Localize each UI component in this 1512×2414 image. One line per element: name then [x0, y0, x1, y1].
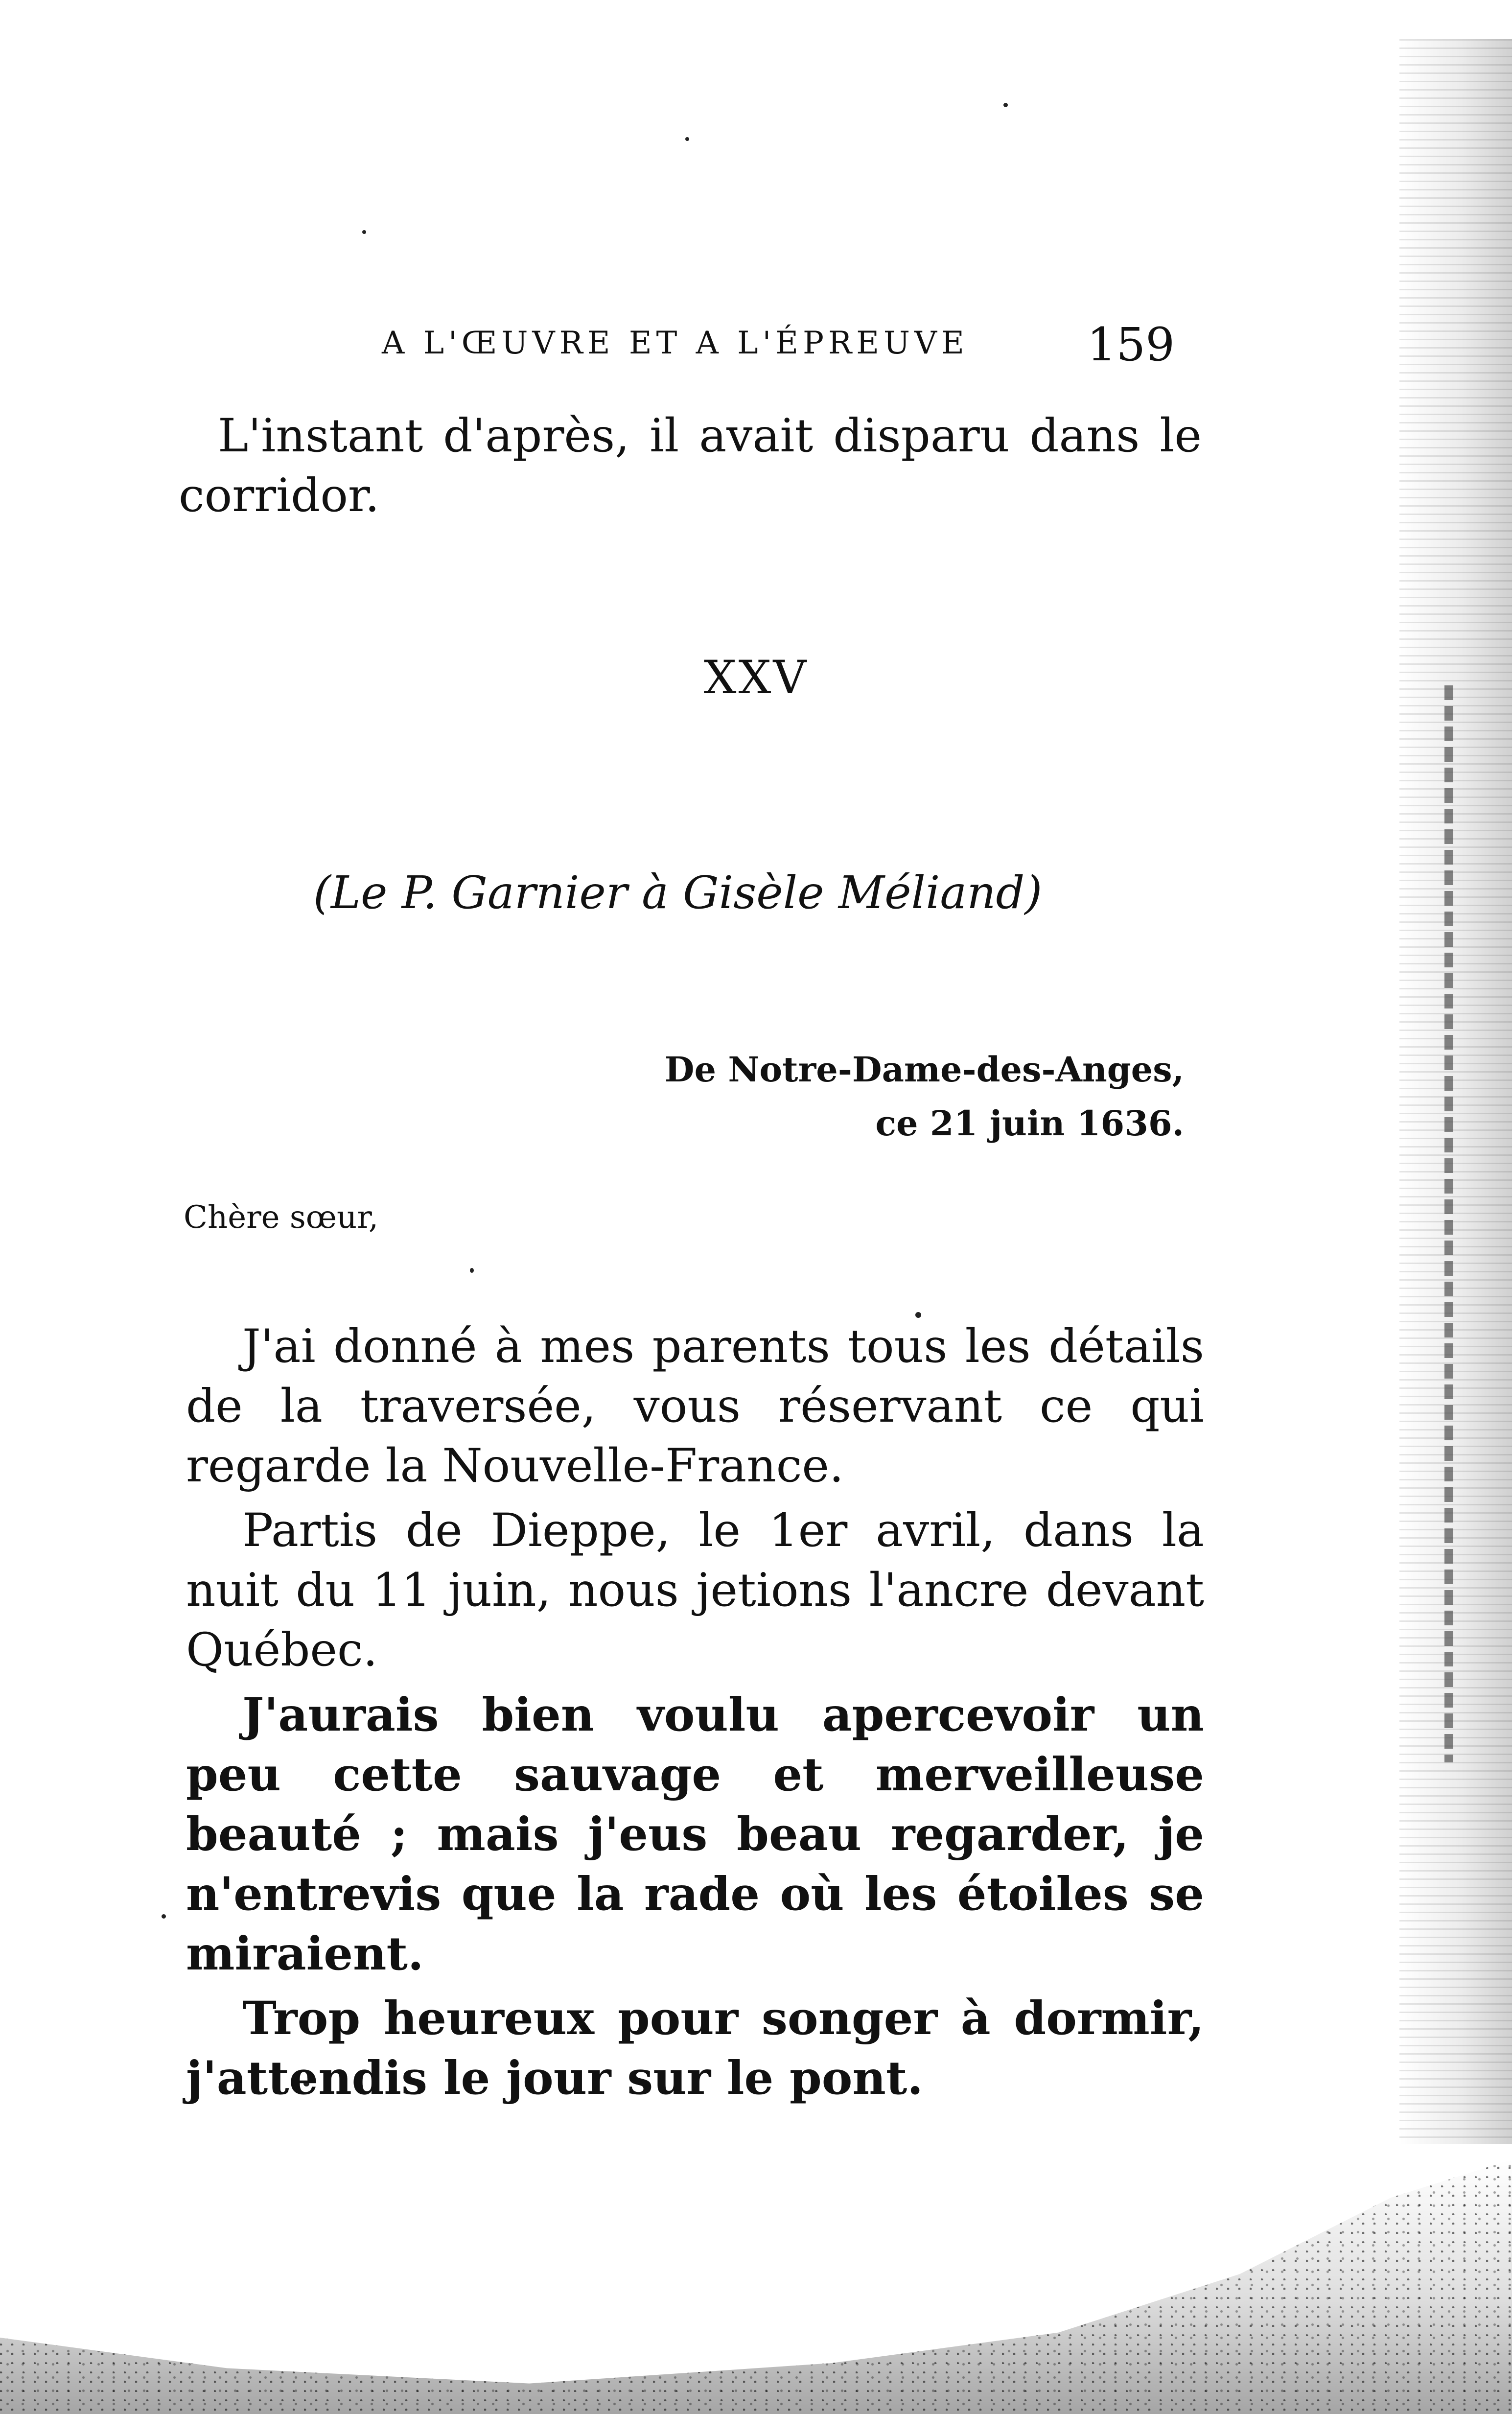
letter-body: [186, 1317, 1204, 2113]
page-corner-grain: [0, 2159, 1512, 2414]
binding-edge-marks: [1444, 685, 1453, 1762]
scan-speck: [685, 137, 689, 141]
letter-dateline: [665, 1043, 1184, 1150]
page-header: [382, 318, 1194, 372]
body-paragraph: Trop heureux pour songer à dormir, j'attendis le jour sur le pont.: [186, 1992, 1204, 2105]
body-paragraph: J'ai donné à mes parents tous les détails de la traversée, vous réservant ce qui regarde la Nouvelle-France.: [186, 1320, 1204, 1493]
scan-speck: [162, 1914, 166, 1919]
body-paragraph: Partis de Dieppe, le 1er avril, dans la nuit du 11 juin, nous jetions l'ancre devant Québec.: [186, 1504, 1204, 1677]
chapter-subtitle: (Le P. Garnier à Gisèle Méliand): [313, 867, 1043, 919]
running-head: A L'ŒUVRE ET A L'ÉPREUVE: [382, 325, 969, 361]
dateline-date: ce 21 juin 1636.: [875, 1103, 1184, 1144]
page-edge-shadow: [1399, 39, 1512, 2144]
page-number: 159: [1087, 318, 1175, 372]
letter-salutation: Chère sœur,: [184, 1199, 379, 1236]
chapter-number: XXV: [703, 651, 809, 704]
scan-speck: [362, 230, 366, 234]
opening-paragraph: L'instant d'après, il avait disparu dans le corridor.: [179, 409, 1202, 522]
scan-speck: [1003, 103, 1008, 107]
dateline-place: De Notre-Dame-des-Anges,: [664, 1049, 1184, 1090]
scan-speck: [470, 1268, 474, 1273]
body-paragraph: J'aurais bien voulu apercevoir un peu cette sauvage et merveilleuse beauté ; mais j'eus beau regarder, je n'entrevis que la rade où les étoiles se miraient.: [186, 1688, 1204, 1981]
